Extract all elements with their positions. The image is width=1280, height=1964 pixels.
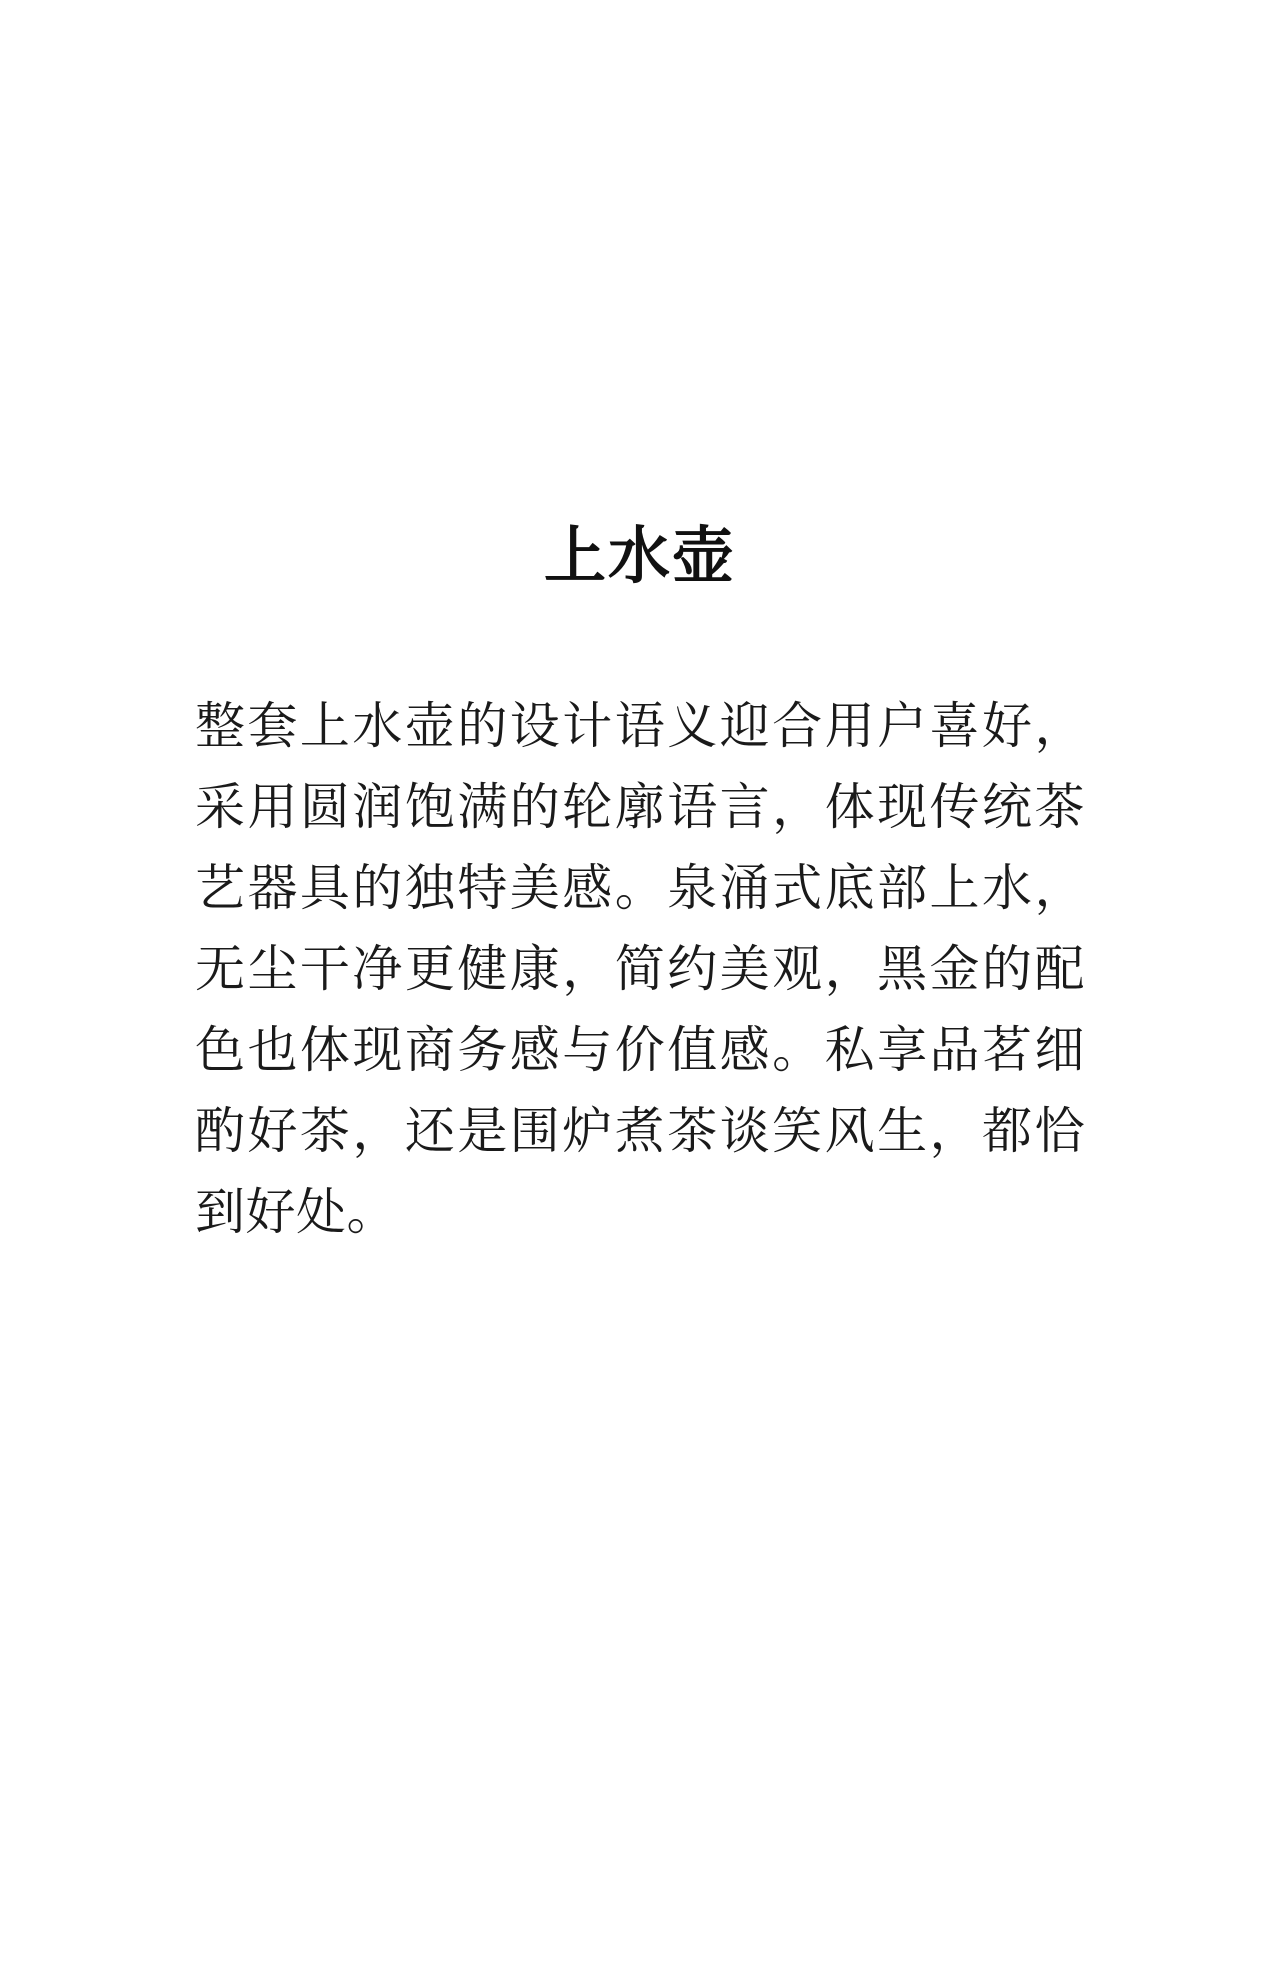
page-title: 上水壶 — [543, 522, 736, 591]
body-paragraph: 整套上水壶的设计语义迎合用户喜好，采用圆润饱满的轮廓语言，体现传统茶艺器具的独特美感。泉涌式底部上水，无尘干净更健康，简约美观，黑金的配色也体现商务感与价值感。私享品茗细酌好茶，还是围炉煮茶谈笑风生，都恰到好处。 — [195, 698, 1085, 1241]
